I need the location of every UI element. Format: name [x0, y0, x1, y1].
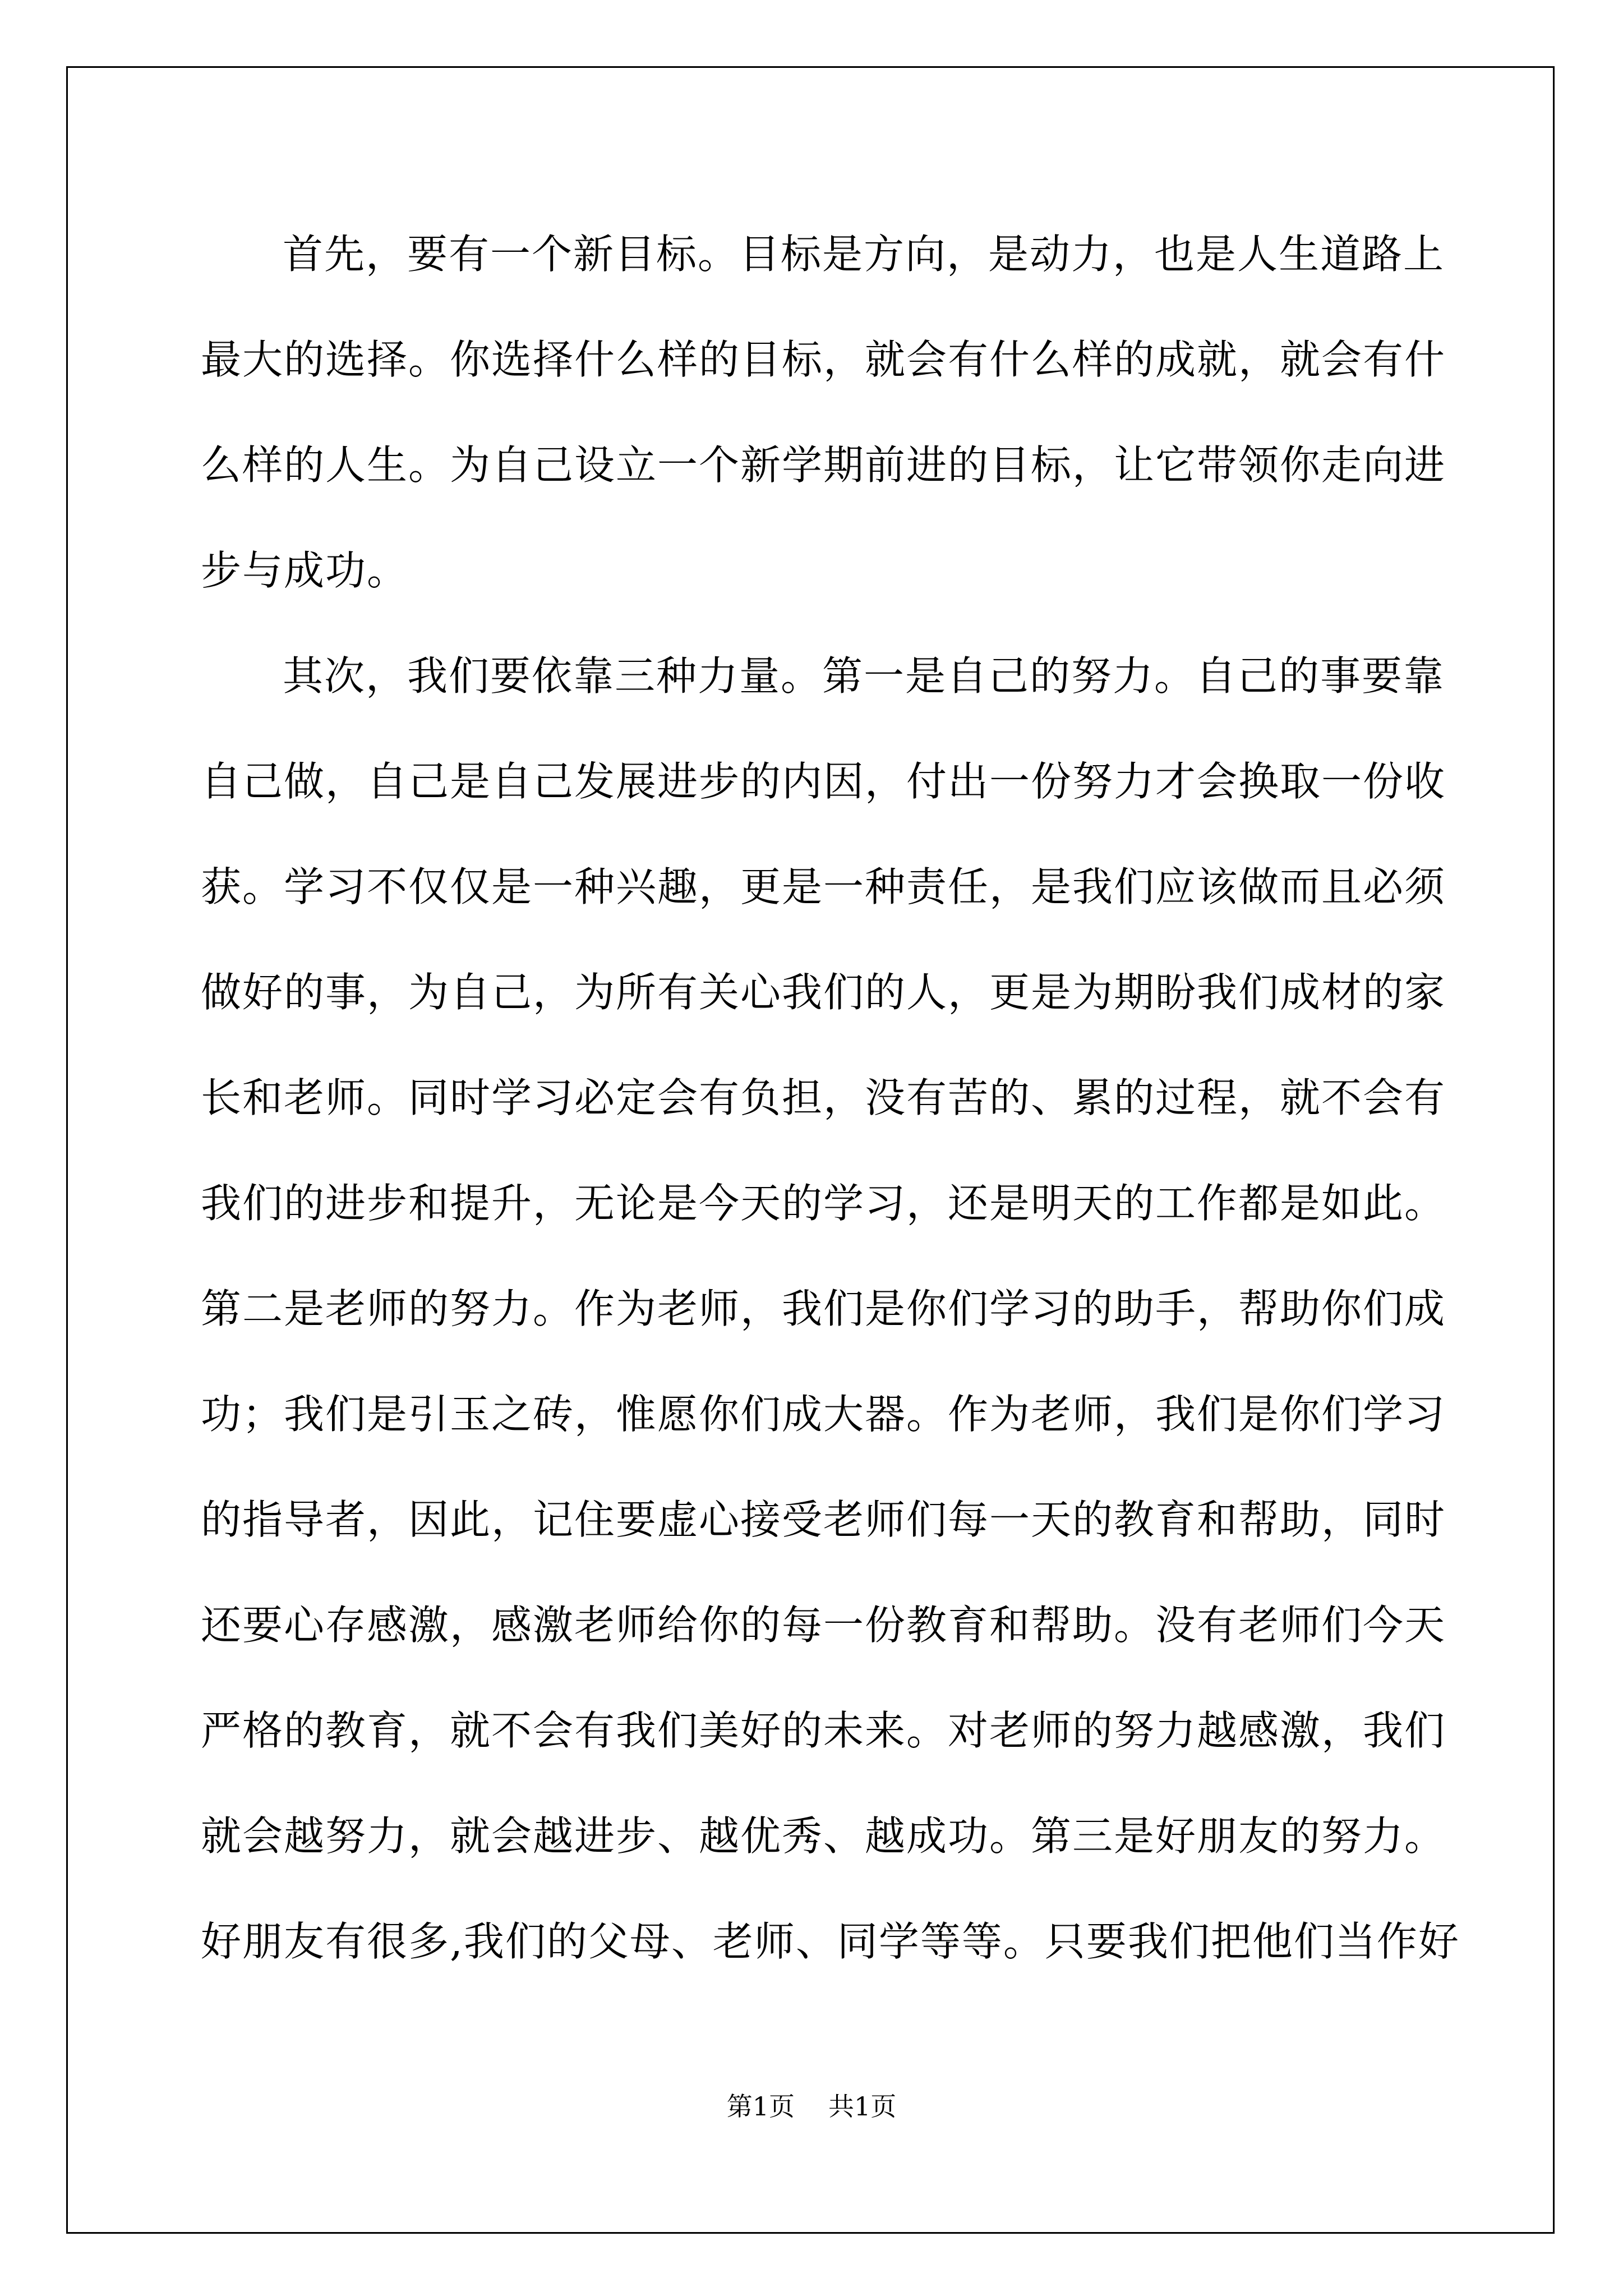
paragraph-2-line-6: 我们的进步和提升，无论是今天的学习，还是明天的工作都是如此。: [201, 1180, 1446, 1227]
paragraph-1-line-3: 么样的人生。为自己设立一个新学期前进的目标，让它带领你走向进: [201, 441, 1446, 489]
paragraph-2-line-4: 做好的事，为自己，为所有关心我们的人，更是为期盼我们成材的家: [201, 969, 1446, 1016]
paragraph-2-line-1: 其次，我们要依靠三种力量。第一是自己的努力。自己的事要靠: [283, 652, 1445, 700]
paragraph-2-line-5: 长和老师。同时学习必定会有负担，没有苦的、累的过程，就不会有: [201, 1074, 1446, 1121]
paragraph-2-line-7: 第二是老师的努力。作为老师，我们是你们学习的助手，帮助你们成: [201, 1285, 1446, 1332]
paragraph-1-line-2: 最大的选择。你选择什么样的目标，就会有什么样的成就，就会有什: [201, 336, 1446, 383]
paragraph-1-line-1: 首先，要有一个新目标。目标是方向，是动力，也是人生道路上: [283, 231, 1445, 278]
paragraph-2-line-3: 获。学习不仅仅是一种兴趣，更是一种责任，是我们应该做而且必须: [201, 863, 1446, 910]
paragraph-2-line-11: 严格的教育，就不会有我们美好的未来。对老师的努力越感激，我们: [201, 1707, 1446, 1754]
paragraph-2-line-9: 的指导者，因此，记住要虚心接受老师们每一天的教育和帮助，同时: [201, 1496, 1446, 1543]
paragraph-1-line-4: 步与成功。: [201, 547, 409, 594]
page-total: 共1页: [828, 2091, 897, 2122]
paragraph-2-line-13: 好朋友有很多,我们的父母、老师、同学等等。只要我们把他们当作好: [201, 1918, 1460, 1965]
paragraph-2-line-8: 功；我们是引玉之砖，惟愿你们成大器。作为老师，我们是你们学习: [201, 1391, 1446, 1438]
paragraph-2-line-12: 就会越努力，就会越进步、越优秀、越成功。第三是好朋友的努力。: [201, 1812, 1446, 1860]
paragraph-2-line-2: 自己做，自己是自己发展进步的内因，付出一份努力才会换取一份收: [201, 758, 1446, 805]
paragraph-2-line-10: 还要心存感激，感激老师给你的每一份教育和帮助。没有老师们今天: [201, 1602, 1446, 1649]
page-number: 第1页: [726, 2091, 795, 2122]
page-footer: [0, 2090, 1623, 2123]
